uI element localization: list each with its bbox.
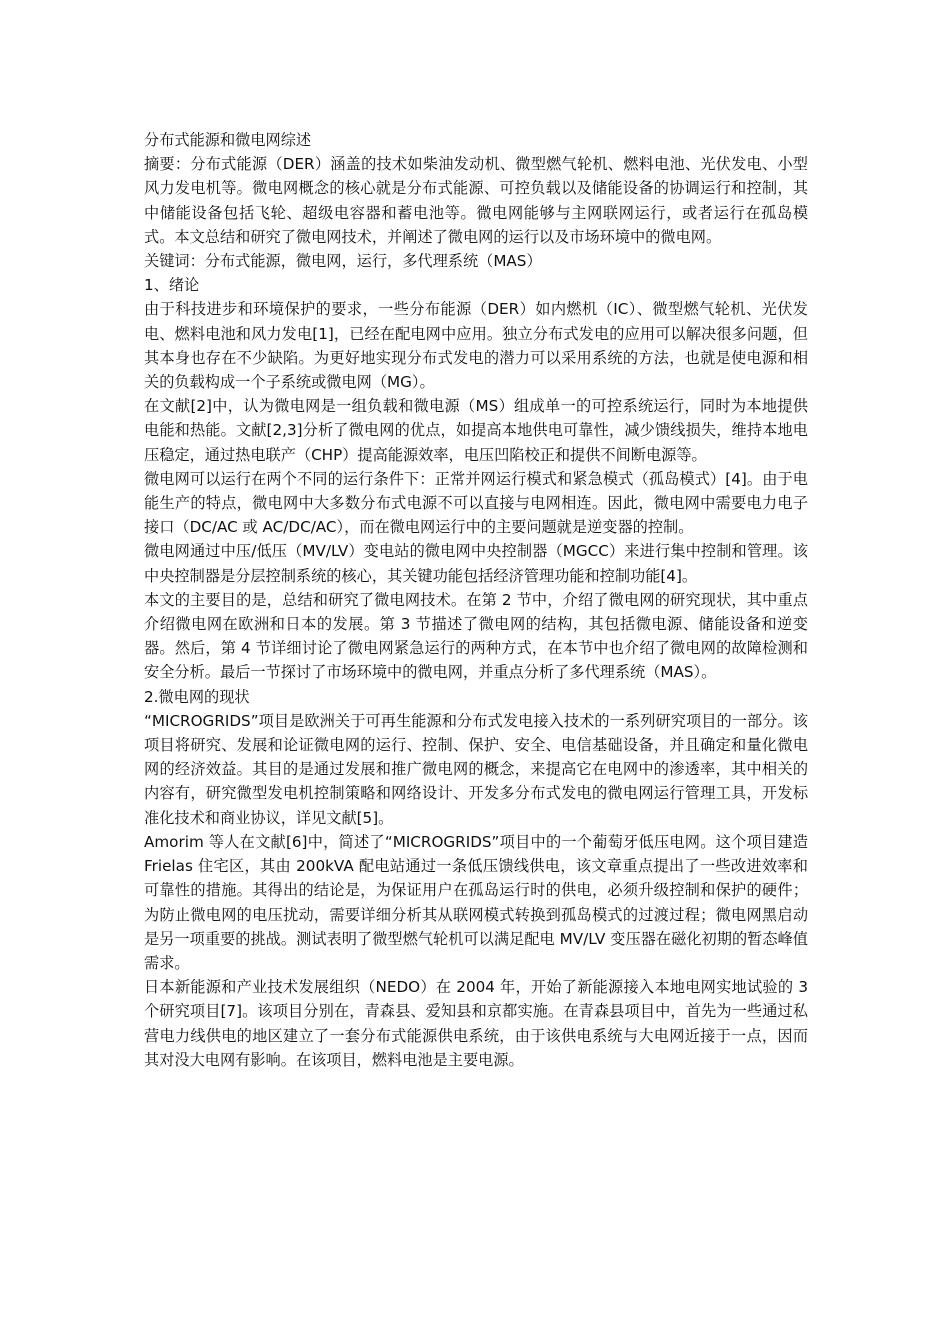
keywords-paragraph: 关键词：分布式能源，微电网，运行，多代理系统（MAS）	[144, 252, 542, 271]
section1-heading: 1、绪论	[144, 276, 200, 295]
document-page	[144, 128, 808, 1072]
section2-paragraph-3: 日本新能源和产业技术发展组织（NEDO）在 2004 年，开始了新能源接入本地电网实地试验的 3 个研究项目[7]。该项目分别在，青森县、爱知县和京都实施。在青森县项目中，首先为一些通过私营电力线供电的地区建立了一套分布式能源供电系统，由于该供电系统与大电网近接于一点，因而其对没大电网有影响。在该项目，燃料电池是主要电源。	[144, 978, 808, 1069]
section1-paragraph-3: 微电网可以运行在两个不同的运行条件下：正常并网运行模式和紧急模式（孤岛模式）[4]。由于电能生产的特点，微电网中大多数分布式电源不可以直接与电网相连。因此，微电网中需要电力电子接口（DC/AC 或 AC/DC/AC），而在微电网运行中的主要问题就是逆变器的控制。	[144, 469, 808, 537]
section1-paragraph-1: 由于科技进步和环境保护的要求，一些分布能源（DER）如内燃机（IC）、微型燃气轮机、光伏发电、燃料电池和风力发电[1]，已经在配电网中应用。独立分布式发电的应用可以解决很多问题，但其本身也存在不少缺陷。为更好地实现分布式发电的潜力可以采用系统的方法，也就是使电源和相关的负载构成一个子系统或微电网（MG）。	[144, 300, 808, 392]
abstract-paragraph: 摘要：分布式能源（DER）涵盖的技术如柴油发动机、微型燃气轮机、燃料电池、光伏发电、小型风力发电机等。微电网概念的核心就是分布式能源、可控负载以及储能设备的协调运行和控制，其中储能设备包括飞轮、超级电容器和蓄电池等。微电网能够与主网联网运行，或者运行在孤岛模式。本文总结和研究了微电网技术，并阐述了微电网的运行以及市场环境中的微电网。	[144, 155, 808, 246]
section1-paragraph-4: 微电网通过中压/低压（MV/LV）变电站的微电网中央控制器（MGCC）来进行集中控制和管理。该中央控制器是分层控制系统的核心，其关键功能包括经济管理功能和控制功能[4]。	[144, 542, 808, 585]
section1-paragraph-5: 本文的主要目的是，总结和研究了微电网技术。在第 2 节中，介绍了微电网的研究现状，其中重点介绍微电网在欧洲和日本的发展。第 3 节描述了微电网的结构，其包括微电源、储能设备和逆变器。然后，第 4 节详细讨论了微电网紧急运行的两种方式，在本节中也介绍了微电网的故障检测和安全分析。最后一节探讨了市场环境中的微电网，并重点分析了多代理系统（MAS）。	[144, 590, 808, 682]
section2-heading: 2.微电网的现状	[144, 687, 250, 706]
section2-paragraph-2: Amorim 等人在文献[6]中，简述了“MICROGRIDS”项目中的一个葡萄牙低压电网。这个项目建造 Frielas 住宅区，其由 200kVA 配电站通过一条低压馈线供电，该文章重点提出了一些改进效率和可靠性的措施。其得出的结论是，为保证用户在孤岛运行时的供电，必须升级控制和保护的硬件；为防止微电网的电压扰动，需要详细分析其从联网模式转换到孤岛模式的过渡过程；微电网黑启动是另一项重要的挑战。测试表明了微型燃气轮机可以满足配电 MV/LV 变压器在磁化初期的暂态峰值需求。	[144, 832, 808, 972]
document-title: 分布式能源和微电网综述	[144, 131, 312, 149]
section1-paragraph-2: 在文献[2]中，认为微电网是一组负载和微电源（MS）组成单一的可控系统运行，同时为本地提供电能和热能。文献[2,3]分析了微电网的优点，如提高本地供电可靠性，减少馈线损失，维持本地电压稳定，通过热电联产（CHP）提高能源效率，电压凹陷校正和提供不间断电源等。	[144, 397, 808, 464]
section2-paragraph-1: “MICROGRIDS”项目是欧洲关于可再生能源和分布式发电接入技术的一系列研究项目的一部分。该项目将研究、发展和论证微电网的运行、控制、保护、安全、电信基础设备，并且确定和量化微电网的经济效益。其目的是通过发展和推广微电网的概念，来提高它在电网中的渗透率，其中相关的内容有，研究微型发电机控制策略和网络设计、开发多分布式发电的微电网运行管理工具，开发标准化技术和商业协议，详见文献[5]。	[144, 711, 808, 827]
